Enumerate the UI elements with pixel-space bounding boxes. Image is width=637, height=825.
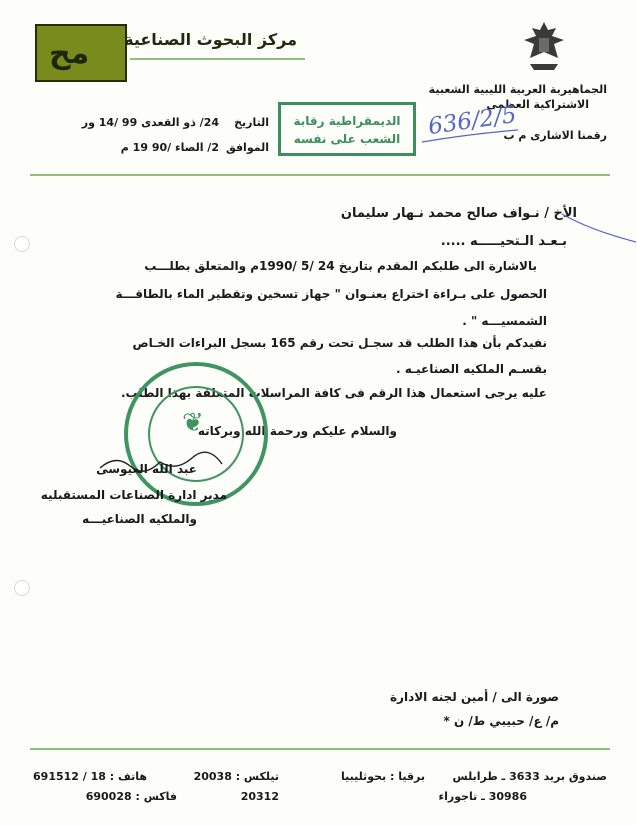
footer-tajoura: 30986 ـ تاجوراء [438,790,527,803]
official-round-stamp [124,362,268,506]
country-line-2: الاشتراكية العظمى [486,98,589,111]
footer-fax: فاكس : 690028 [85,790,177,803]
signatory-name: عبد الله العيوسى [96,462,197,476]
converted-date-value: 2/ الصاء /90 19 م [120,141,219,154]
eagle-emblem-icon [516,18,572,74]
country-line-1: الجماهيرية العربية الليبية الشعبية [428,83,607,96]
body-line-3: الشمسيـــه " . [462,314,547,328]
date-value: 24/ ذو القعدى 99 /14 ور [81,116,219,129]
handwritten-reference-number: 636/2/5 [426,101,519,141]
blue-pen-mark [560,212,637,244]
country-name [429,82,607,112]
greeting: بـعـد الـتحيـــــه ..... [440,234,567,249]
body-line-1: بالاشارة الى طلبكم المقدم بتاريخ 24 /5 /1990م والمتعلق بطلـــب [144,259,537,273]
footer-telex: تيلكس : 20038 [193,770,279,783]
footer-telegram: برقيا : بحوثليبيا [340,770,425,783]
footer-pobox: صندوق بريد 3633 ـ طرابلس [452,770,607,783]
body-line-5: بقسـم الملكيه الصناعيـه . [396,362,547,376]
reference-label: رقمنا الاشارى م ب [503,129,607,142]
logo-mark: مح [49,36,90,71]
signatory-title-line-2: والملكيه الصناعيـــه [82,512,197,526]
organization-logo [35,24,127,82]
footer-divider [30,748,610,750]
closing: والسلام عليكم ورحمة الله وبركاته [197,424,397,438]
stamp-eagle-icon: ❦ [182,408,204,438]
copy-to-line-1: صورة الى / أمين لجنه الادارة [389,690,559,704]
footer-phone: هاتف : 18 / 691512 [33,770,147,783]
center-name: مركز البحوث الصناعية [124,30,297,49]
punch-hole [14,236,30,252]
date-label: التاريخ [234,116,269,129]
addressee: الأخ / نـواف صالح محمد نـهار سليمان [340,206,577,221]
reference-underline [420,128,520,150]
converted-date-label: الموافق [225,141,269,154]
slogan-line-1: الديمقراطية رقابة [293,114,401,128]
body-line-2: الحصول على بـراءة اختراع بعنـوان " جهاز تسخين وتقطير الماء بالطاقـــة [115,287,547,301]
signatory-title-line-1: مدير ادارة الصناعات المستقبليه [40,488,227,502]
slogan-line-2: الشعب على نفسه [293,132,401,146]
footer-telex-2: 20312 [240,790,279,803]
slogan-stamp [278,102,416,156]
header-divider [130,58,305,60]
copy-to-line-2: م/ ع/ حبيبي ط/ ن * [443,714,559,728]
punch-hole [14,580,30,596]
body-line-6: عليه يرجى استعمال هذا الرقم فى كافة المراسلات المتعلقة بهذا الطلب. [121,386,547,400]
handwritten-signature [96,450,226,476]
letterhead-divider [30,174,610,176]
body-line-4: نفيدكم بأن هذا الطلب قد سجـل تحت رقم 165 بسجل البراءات الخـاص [132,336,547,350]
